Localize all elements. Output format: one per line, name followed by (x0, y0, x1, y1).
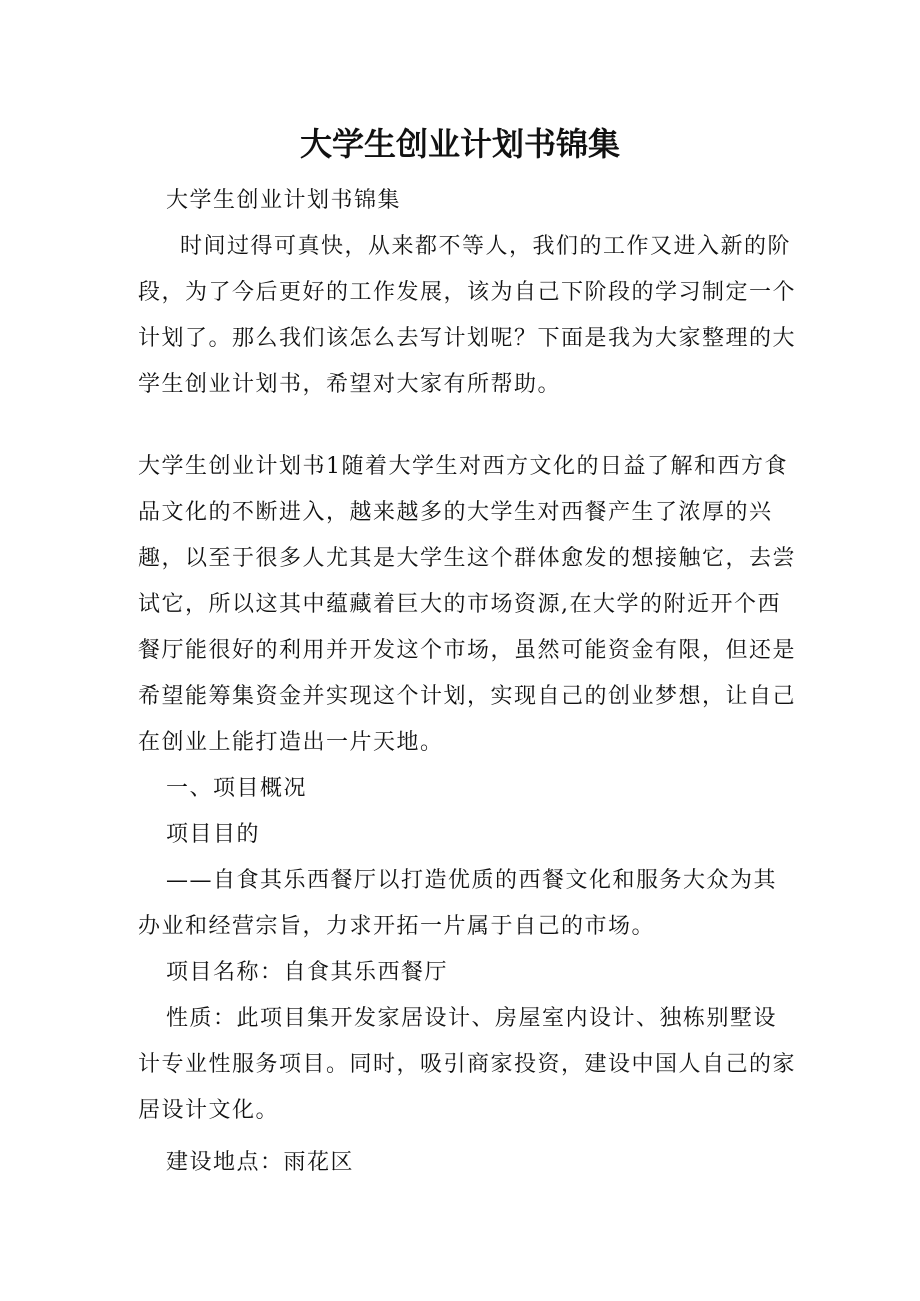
location: 建设地点：雨花区 (166, 1150, 355, 1175)
plan1-paragraph: 大学生创业计划书1随着大学生对西方文化的日益了解和西方食品文化的不断进入，越来越多的大学生对西餐产生了浓厚的兴趣，以至于很多人尤其是大学生这个群体愈发的想接触它，去尝试它，所以这其中蕴藏着巨大的市场资源,在大学的附近开个西餐厅能很好的利用并开发这个市场，虽然可能资金有限，但还是希望能筹集资金并实现这个计划，实现自己的创业梦想，让自己在创业上能打造出一片天地。 (138, 454, 797, 755)
document-title: 大学生创业计划书锦集 (299, 125, 620, 163)
section-heading: 一、项目概况 (166, 776, 308, 801)
paragraph-gap (138, 408, 798, 444)
goal-label: 项目目的 (166, 822, 261, 847)
document-body (138, 178, 798, 1186)
subtitle: 大学生创业计划书锦集 (166, 188, 402, 213)
intro-paragraph: 时间过得可真快，从来都不等人，我们的工作又进入新的阶段，为了今后更好的工作发展，该为自己下阶段的学习制定一个计划了。那么我们该怎么去写计划呢？下面是我为大家整理的大学生创业计划书，希望对大家有所帮助。 (138, 234, 797, 397)
nature-paragraph: 性质：此项目集开发家居设计、房屋室内设计、独栋别墅设计专业性服务项目。同时，吸引商家投资，建设中国人自己的家居设计文化。 (138, 1006, 797, 1123)
goal-paragraph: ——自食其乐西餐厅以打造优质的西餐文化和服务大众为其办业和经营宗旨，力求开拓一片属于自己的市场。 (138, 868, 778, 939)
project-name: 项目名称：自食其乐西餐厅 (166, 960, 449, 985)
